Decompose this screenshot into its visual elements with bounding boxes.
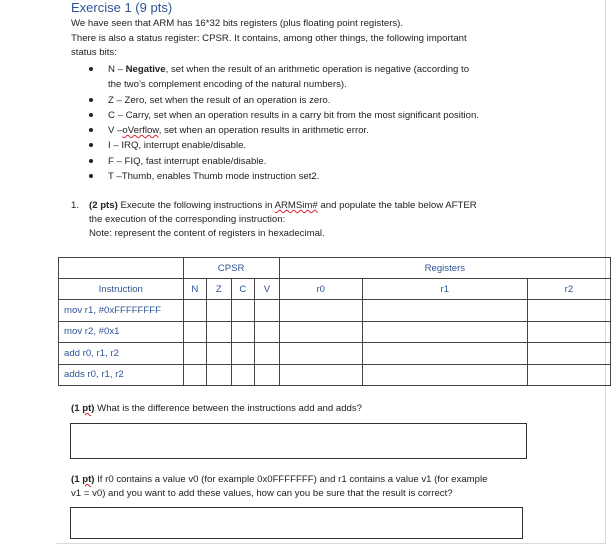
register-cell[interactable]	[362, 364, 527, 386]
flag-cell[interactable]	[255, 300, 280, 322]
header-r0: r0	[279, 279, 362, 300]
flag-cell[interactable]	[231, 300, 255, 322]
register-cell[interactable]	[527, 343, 610, 365]
register-cell[interactable]	[279, 300, 362, 322]
header-r1: r1	[362, 279, 527, 300]
register-cell[interactable]	[279, 364, 362, 386]
flag-cell[interactable]	[207, 321, 232, 343]
results-table	[58, 257, 611, 386]
answer-box-q2[interactable]	[70, 423, 527, 459]
instruction-cell: adds r0, r1, r2	[59, 364, 184, 386]
status-bit-i: I – IRQ, interrupt enable/disable.	[89, 138, 479, 153]
register-cell[interactable]	[279, 321, 362, 343]
table-row	[59, 343, 611, 365]
register-cell[interactable]	[362, 343, 527, 365]
status-bit-t: T –Thumb, enables Thumb mode instruction set2.	[89, 169, 479, 184]
flag-cell[interactable]	[183, 343, 207, 365]
header-flag-z: Z	[207, 279, 232, 300]
status-bit-c: C – Carry, set when an operation results in a carry bit from the most significant position.	[89, 108, 479, 123]
status-bit-f: F – FIQ, fast interrupt enable/disable.	[89, 154, 479, 169]
flag-cell[interactable]	[207, 364, 232, 386]
question-3: (1 pt) If r0 contains a value v0 (for example 0x0FFFFFFF) and r1 contains a value v1 (for example v1 = v0) and you want to add these values, how can you be sure that the result is correct?	[71, 474, 488, 499]
flag-cell[interactable]	[231, 343, 255, 365]
instruction-cell: add r0, r1, r2	[59, 343, 184, 365]
intro-line-1: We have seen that ARM has 16*32 bits registers (plus floating point registers).	[71, 18, 404, 29]
flag-cell[interactable]	[255, 321, 280, 343]
header-blank	[59, 258, 184, 279]
register-cell[interactable]	[527, 300, 610, 322]
header-instruction: Instruction	[59, 279, 184, 300]
status-bit-n: N – Negative, set when the result of an arithmetic operation is negative (according to the two’s complement encoding of the natural numbers).	[89, 62, 479, 93]
register-cell[interactable]	[362, 321, 527, 343]
flag-cell[interactable]	[207, 343, 232, 365]
header-registers: Registers	[279, 258, 610, 279]
flag-cell[interactable]	[231, 321, 255, 343]
intro-line-2: There is also a status register: CPSR. It contains, among other things, the following important	[71, 33, 467, 44]
flag-cell[interactable]	[183, 321, 207, 343]
table-row	[59, 321, 611, 343]
register-cell[interactable]	[527, 364, 610, 386]
flag-cell[interactable]	[183, 364, 207, 386]
flag-cell[interactable]	[255, 364, 280, 386]
header-cpsr: CPSR	[183, 258, 279, 279]
header-flag-c: C	[231, 279, 255, 300]
table-row	[59, 364, 611, 386]
answer-box-q3[interactable]	[70, 507, 523, 539]
instruction-cell: mov r1, #0xFFFFFFFF	[59, 300, 184, 322]
register-cell[interactable]	[527, 321, 610, 343]
flag-cell[interactable]	[231, 364, 255, 386]
flag-cell[interactable]	[207, 300, 232, 322]
register-cell[interactable]	[279, 343, 362, 365]
status-bit-v: V –oVerflow, set when an operation results in arithmetic error.	[89, 123, 479, 138]
question-1: 1. (2 pts) Execute the following instructions in ARMSim# and populate the table below AFTER the execution of the corresponding instruction: Note: represent the content of registers in hexadecimal.	[71, 200, 477, 239]
register-cell[interactable]	[362, 300, 527, 322]
question-2: (1 pt) What is the difference between the instructions add and adds?	[71, 403, 363, 414]
header-r2: r2	[527, 279, 610, 300]
status-bit-z: Z – Zero, set when the result of an operation is zero.	[89, 93, 479, 108]
instruction-cell: mov r2, #0x1	[59, 321, 184, 343]
status-bits-list	[89, 62, 479, 184]
table-row	[59, 300, 611, 322]
header-flag-n: N	[183, 279, 207, 300]
intro-line-3: status bits:	[71, 47, 117, 58]
header-flag-v: V	[255, 279, 280, 300]
flag-cell[interactable]	[255, 343, 280, 365]
exercise-title: Exercise 1 (9 pts)	[71, 0, 173, 15]
flag-cell[interactable]	[183, 300, 207, 322]
